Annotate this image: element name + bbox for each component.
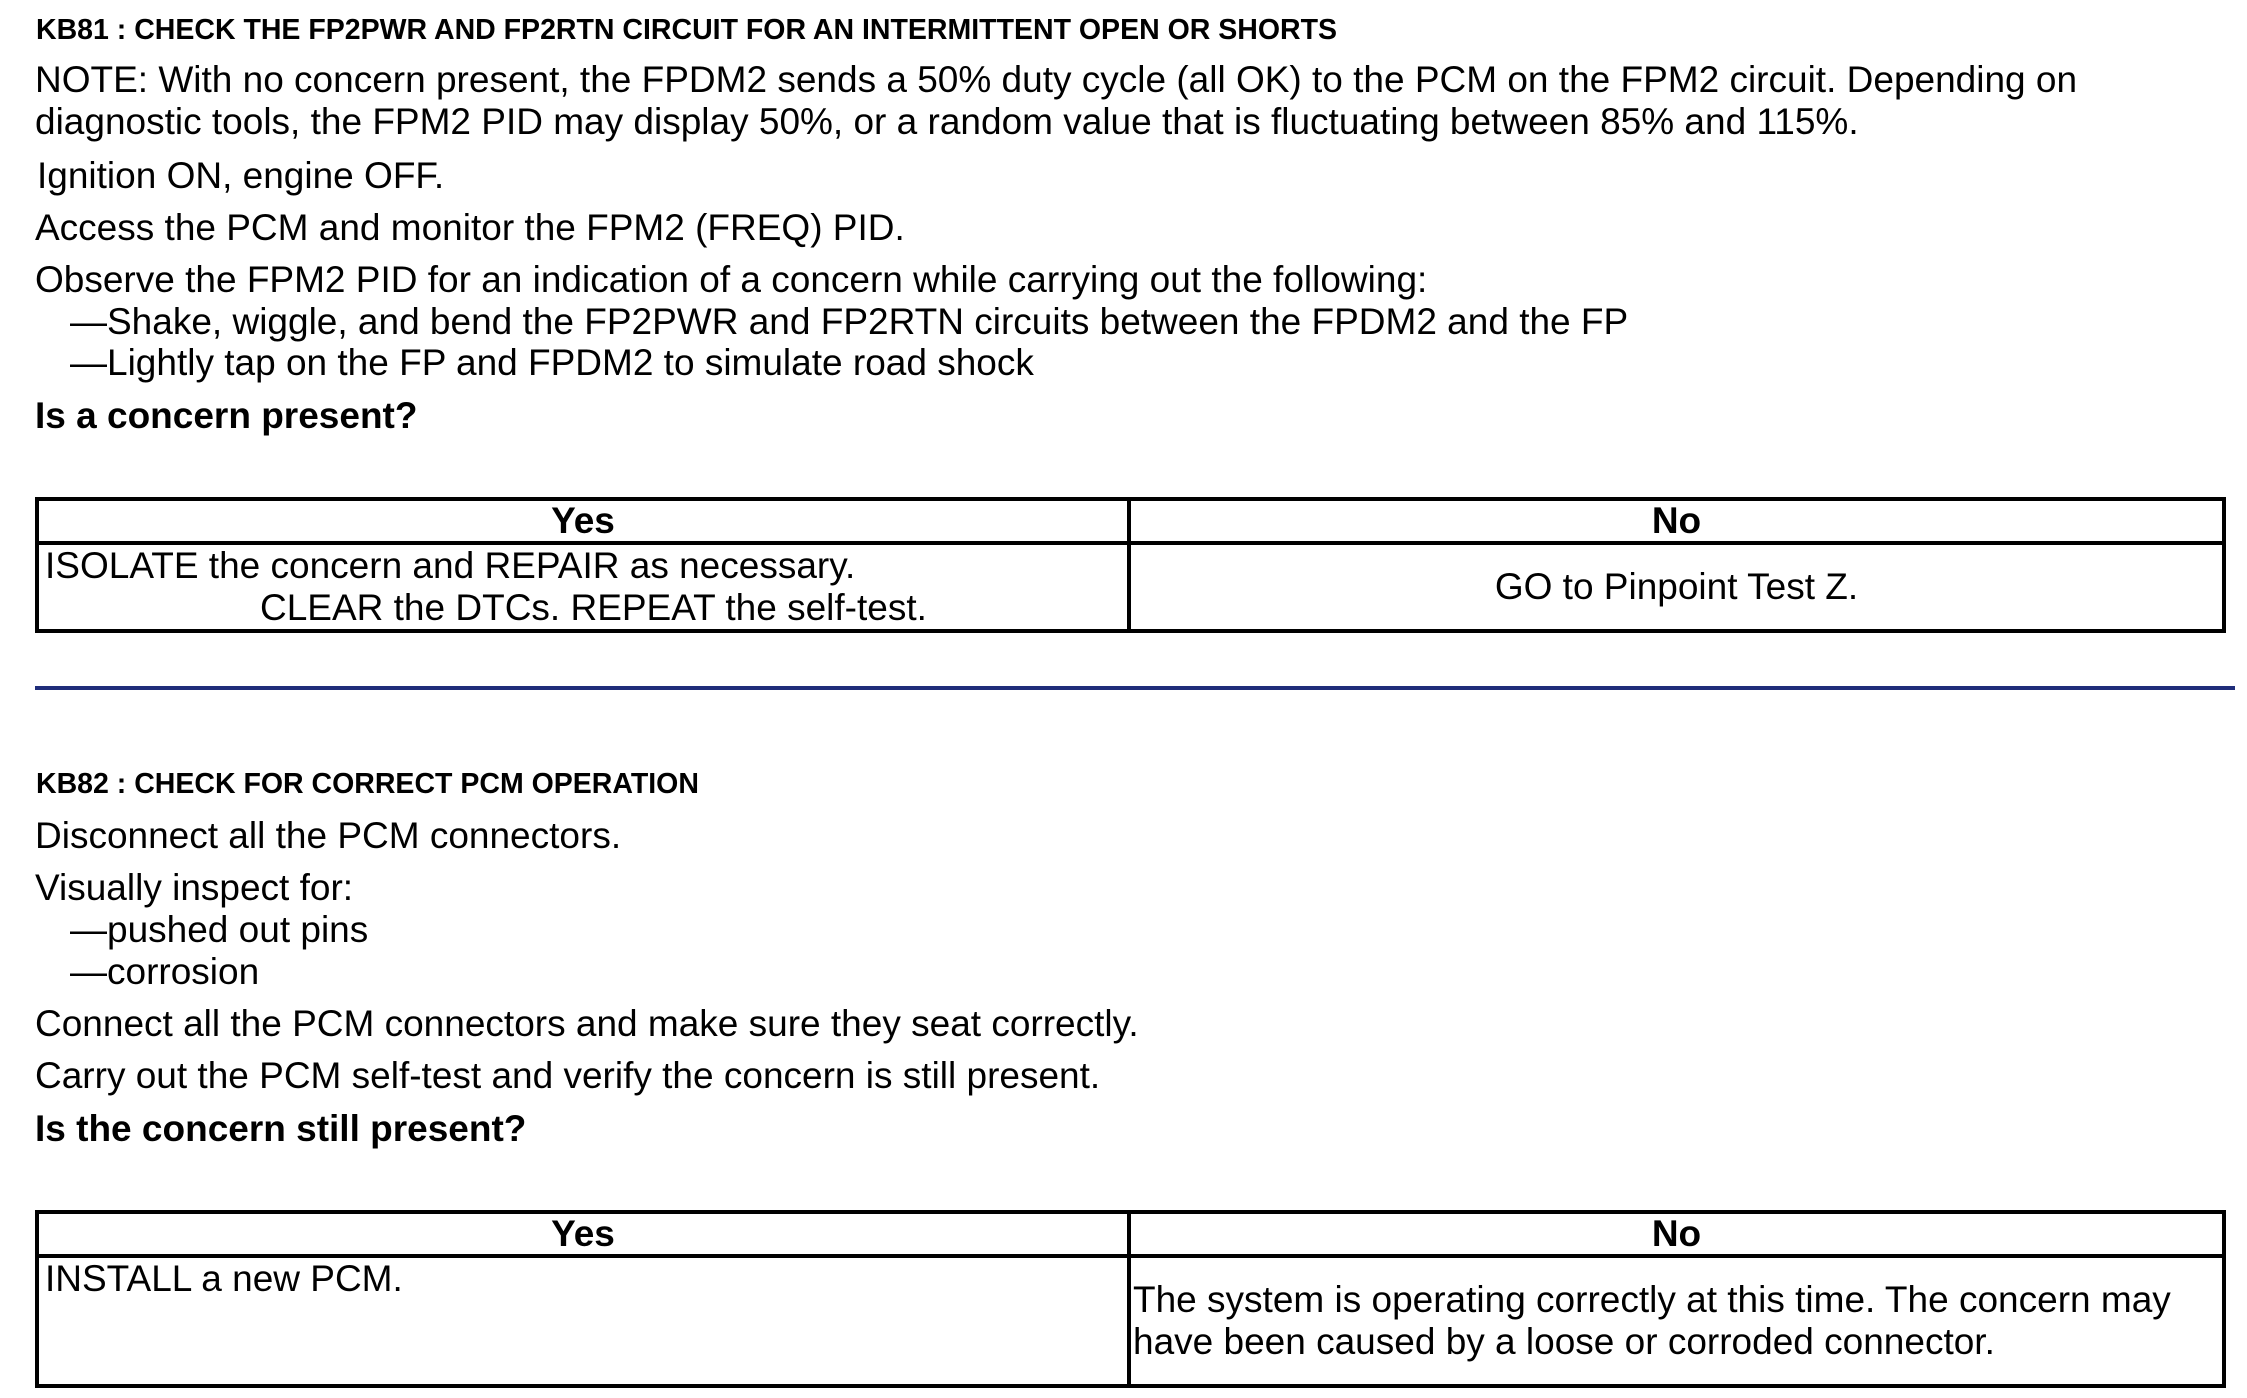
no-text-line1: The system is operating correctly at this time. The concern may bbox=[1133, 1279, 2171, 1320]
no-header: No bbox=[1129, 1212, 2224, 1256]
kb82-title: KB82 : CHECK FOR CORRECT PCM OPERATION bbox=[36, 768, 699, 800]
kb81-title: KB81 : CHECK THE FP2PWR AND FP2RTN CIRCUIT FOR AN INTERMITTENT OPEN OR SHORTS bbox=[36, 14, 1338, 46]
yes-cell: INSTALL a new PCM. bbox=[37, 1256, 1129, 1386]
kb82-step-inspect: Visually inspect for: bbox=[35, 867, 354, 908]
no-text-line2: have been caused by a loose or corroded connector. bbox=[1133, 1321, 1995, 1362]
yes-header: Yes bbox=[37, 1212, 1129, 1256]
no-cell: GO to Pinpoint Test Z. bbox=[1129, 543, 2224, 631]
kb82-step-self-test: Carry out the PCM self-test and verify the concern is still present. bbox=[35, 1055, 1101, 1096]
kb82-step-disconnect: Disconnect all the PCM connectors. bbox=[35, 815, 622, 856]
yes-cell bbox=[37, 543, 1129, 631]
table-row bbox=[37, 543, 2224, 631]
kb81-bullet-tap: —Lightly tap on the FP and FPDM2 to simulate road shock bbox=[70, 342, 1034, 383]
kb81-step-observe: Observe the FPM2 PID for an indication of a concern while carrying out the following: bbox=[35, 259, 1428, 300]
table-row bbox=[37, 1256, 2224, 1386]
kb81-note-line1: NOTE: With no concern present, the FPDM2 sends a 50% duty cycle (all OK) to the PCM on the FPM2 circuit. Depending on bbox=[35, 59, 2078, 100]
kb82-bullet-pins: —pushed out pins bbox=[70, 909, 369, 950]
kb81-note-line2: diagnostic tools, the FPM2 PID may display 50%, or a random value that is fluctuating between 85% and 115%. bbox=[35, 101, 1859, 142]
kb81-result-table bbox=[35, 497, 2226, 633]
no-header: No bbox=[1129, 499, 2224, 543]
kb82-bullet-corrosion: —corrosion bbox=[70, 951, 260, 992]
no-cell bbox=[1129, 1256, 2224, 1386]
table-header-row bbox=[37, 499, 2224, 543]
kb81-step-access-pcm: Access the PCM and monitor the FPM2 (FREQ) PID. bbox=[35, 207, 905, 248]
kb82-result-table bbox=[35, 1210, 2226, 1388]
kb82-step-connect: Connect all the PCM connectors and make sure they seat correctly. bbox=[35, 1003, 1139, 1044]
yes-action-line1: ISOLATE the concern and REPAIR as necessary. bbox=[45, 545, 856, 586]
yes-action-line2: CLEAR the DTCs. REPEAT the self-test. bbox=[260, 587, 927, 628]
yes-header: Yes bbox=[37, 499, 1129, 543]
kb82-question: Is the concern still present? bbox=[35, 1108, 527, 1149]
section-divider bbox=[35, 686, 2235, 690]
kb81-question: Is a concern present? bbox=[35, 395, 418, 436]
kb81-bullet-shake: —Shake, wiggle, and bend the FP2PWR and FP2RTN circuits between the FPDM2 and the FP bbox=[70, 301, 1629, 342]
table-header-row bbox=[37, 1212, 2224, 1256]
kb81-step-ignition: Ignition ON, engine OFF. bbox=[37, 155, 445, 196]
